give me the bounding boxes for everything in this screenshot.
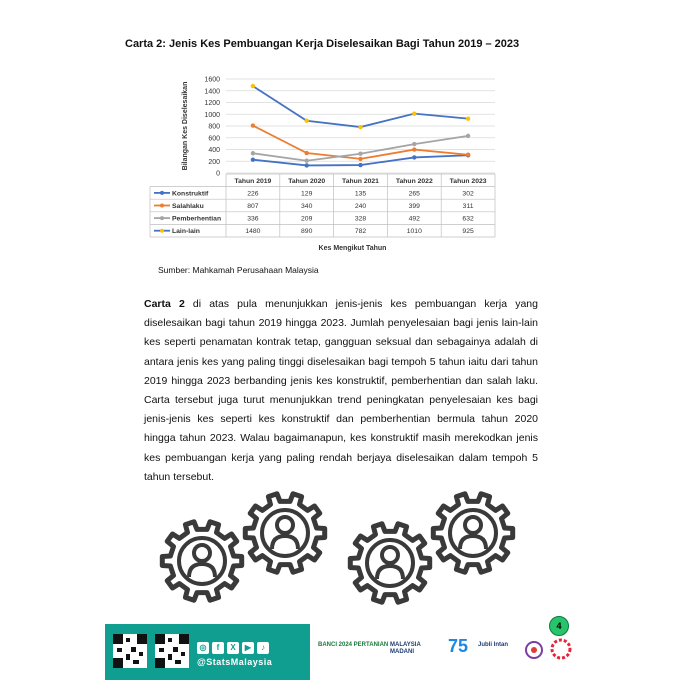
data-label: 336 [247, 215, 259, 223]
gear-person-icon [350, 524, 429, 602]
legend-marker [160, 229, 164, 233]
data-point [412, 155, 416, 159]
gear-person-icon [245, 494, 324, 572]
x-icon[interactable]: X [227, 642, 239, 654]
data-label: 302 [462, 190, 474, 198]
sdg-wheel-icon [550, 638, 572, 660]
data-point [466, 134, 470, 138]
data-point [251, 84, 255, 88]
y-axis-label: Bilangan Kes Diselesaikan [182, 81, 189, 171]
qr-module [168, 638, 172, 642]
data-label: 311 [462, 202, 474, 210]
youtube-icon[interactable]: ▶ [242, 642, 254, 654]
data-label: 328 [354, 215, 367, 223]
facebook-icon[interactable]: f [212, 642, 224, 654]
qr-module [179, 634, 189, 644]
x-axis-label: Kes Mengikut Tahun [318, 245, 387, 252]
y-tick-label: 800 [208, 123, 220, 131]
legend-marker [160, 191, 164, 195]
data-point [251, 123, 255, 127]
banci-pertanian-logo: BANCI 2024 PERTANIAN [318, 642, 389, 648]
qr-module [139, 652, 143, 656]
footer-banner [105, 624, 575, 680]
x-tick-label: Tahun 2023 [449, 177, 487, 185]
data-point [358, 125, 362, 129]
data-label: 1010 [406, 228, 422, 236]
chart-title: Carta 2: Jenis Kes Pembuangan Kerja Diselesaikan Bagi Tahun 2019 – 2023 [125, 38, 520, 50]
qr-module [126, 638, 130, 642]
data-point [358, 163, 362, 167]
data-point [305, 119, 309, 123]
jubli-intan-logo: Jubli Intan [478, 642, 508, 648]
qr-module [159, 648, 164, 652]
data-point [412, 142, 416, 146]
y-tick-label: 600 [208, 135, 220, 143]
paragraph-body: di atas pula menunjukkan jenis-jenis kes pembuangan kerja yang diselesaikan bagi tahun 2019 hingga 2023. Jumlah penyelesaian bagi jenis lain-lain kes seperti penamatan kontrak tetap, gangguan seksual dan sebagainya adalah di antara jenis kes yang paling tinggi diselesaikan bagi tempoh 5 tahun iaitu dari tahun 2019 hingga 2023 berbanding jenis kes konstruktif, pemberhentian dan salah laku. Carta tersebut juga turut menunjukkan trend peningkatan penyelesaian kes bagi jenis-jenis kes seperti kes konstruktif dan pemberhentian bermula tahun 2020 hingga tahun 2023. Walau bagaimanapun, kes konstruktif masih merekodkan jenis kes pembuangan kerja yang paling rendah berjaya diselesaikan dalam tempoh 5 tahun tersebut. [144, 298, 538, 483]
75-logo: 75 [448, 636, 469, 656]
y-tick-label: 1200 [204, 100, 220, 107]
data-label: 135 [354, 190, 367, 198]
data-point [358, 157, 362, 161]
tiktok-icon[interactable]: ♪ [257, 642, 269, 654]
qr-module [117, 648, 122, 652]
qr-module [131, 647, 136, 652]
data-label: 1480 [245, 228, 261, 236]
x-tick-label: Tahun 2019 [234, 177, 272, 185]
y-tick-label: 1000 [204, 111, 220, 119]
line-chart [0, 0, 680, 270]
data-label: 632 [462, 215, 474, 223]
data-point [251, 158, 255, 162]
qr-module [113, 634, 123, 644]
data-label: 807 [247, 202, 259, 210]
data-point [305, 163, 309, 167]
qr-module [126, 654, 130, 660]
y-tick-label: 0 [216, 170, 220, 178]
x-tick-label: Tahun 2022 [395, 177, 433, 185]
gear-person-icon [162, 522, 241, 600]
social-icons [197, 642, 269, 654]
qr-module [173, 647, 178, 652]
legend-marker [160, 216, 164, 220]
paragraph-lead: Carta 2 [144, 298, 185, 310]
body-paragraph [144, 295, 538, 487]
legend-entry: Konstruktif [172, 190, 209, 198]
data-label: 782 [354, 228, 367, 236]
data-point [251, 151, 255, 155]
qr-module [137, 634, 147, 644]
legend-entry: Lain-lain [172, 228, 200, 236]
series-line-lain-lain [253, 86, 468, 127]
gears-people-illustration [150, 488, 530, 608]
qr-module [133, 660, 139, 664]
data-point [466, 153, 470, 157]
data-point [305, 151, 309, 155]
data-point [358, 152, 362, 156]
y-tick-label: 1600 [204, 76, 220, 84]
data-label: 925 [462, 228, 474, 236]
qr-code-icon[interactable] [155, 634, 189, 668]
partner-logos [310, 624, 575, 680]
x-tick-label: Tahun 2021 [342, 177, 379, 185]
data-point [412, 147, 416, 151]
emblem-icon [524, 640, 544, 660]
legend-entry: Salahlaku [172, 202, 204, 210]
y-tick-label: 400 [208, 147, 220, 154]
data-point [305, 159, 309, 163]
qr-module [113, 658, 123, 668]
data-label: 265 [408, 190, 420, 198]
gear-person-icon [433, 494, 512, 572]
page-number-badge: 4 [549, 616, 569, 636]
data-point [412, 111, 416, 115]
qr-module [168, 654, 172, 660]
x-tick-label: Tahun 2020 [288, 177, 326, 185]
qr-module [175, 660, 181, 664]
source-note: Sumber: Mahkamah Perusahaan Malaysia [158, 265, 319, 275]
data-label: 492 [408, 215, 420, 223]
qr-module [155, 634, 165, 644]
qr-code-icon[interactable] [113, 634, 147, 668]
data-label: 340 [301, 202, 313, 210]
malaysia-madani-logo: MALAYSIA MADANI [390, 642, 421, 655]
qr-module [155, 658, 165, 668]
data-label: 226 [247, 190, 259, 198]
data-label: 209 [301, 215, 313, 223]
legend-entry: Pemberhentian [172, 215, 222, 223]
legend-marker [160, 204, 164, 208]
instagram-icon[interactable]: ◎ [197, 642, 209, 654]
social-handle: @StatsMalaysia [197, 657, 273, 667]
y-tick-label: 200 [208, 158, 220, 166]
y-tick-label: 1400 [204, 88, 220, 96]
qr-module [181, 652, 185, 656]
data-label: 240 [354, 202, 367, 210]
data-point [466, 116, 470, 120]
data-label: 890 [301, 228, 313, 236]
data-label: 129 [301, 190, 313, 198]
data-label: 399 [408, 202, 420, 210]
